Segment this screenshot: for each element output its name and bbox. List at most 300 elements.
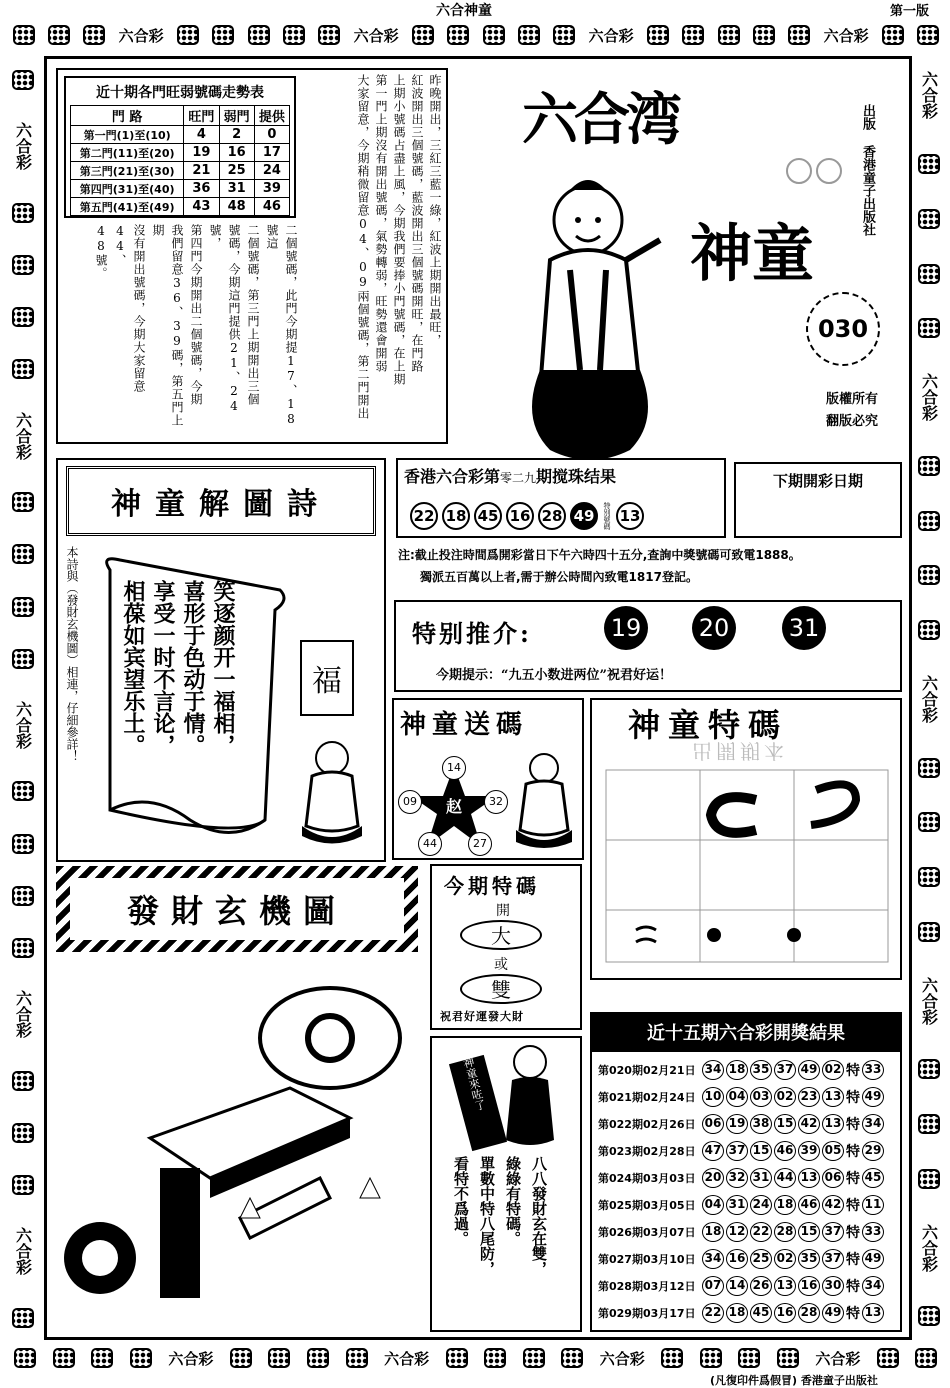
trend-table-box	[64, 76, 296, 218]
dice-icon	[12, 938, 34, 958]
this-special-double	[460, 974, 542, 1004]
dice-icon	[12, 781, 34, 801]
dice-icon	[12, 203, 34, 223]
poem-lines	[118, 580, 238, 800]
analysis-line: 我們留意36、39碼，第五門上期	[151, 224, 184, 427]
history-period: 第027期03月10日	[598, 1252, 696, 1266]
dice-icon	[483, 25, 505, 45]
poem-title-box	[66, 466, 376, 536]
table-cell: 第二門(11)至(20)	[71, 144, 184, 162]
table-cell: 39	[254, 180, 289, 198]
history-special: 34	[862, 1114, 884, 1134]
fortune-banner-inner	[70, 878, 404, 940]
dice-icon	[918, 154, 940, 174]
dice-icon	[918, 1059, 940, 1079]
history-number: 24	[750, 1195, 772, 1215]
border-label: 六合彩	[599, 1349, 645, 1368]
history-row	[598, 1110, 898, 1137]
dice-icon	[83, 25, 105, 45]
table-cell: 21	[184, 162, 219, 180]
history-number: 18	[726, 1303, 748, 1323]
fortune-illustration	[60, 968, 420, 1332]
history-period: 第020期02月21日	[598, 1063, 696, 1077]
table-cell: 2	[219, 126, 254, 144]
dice-icon	[346, 1348, 368, 1368]
border-label: 六合彩	[823, 26, 869, 45]
issue-badge	[806, 292, 880, 366]
border-label: 六合彩	[13, 1227, 33, 1276]
table-header: 提供	[254, 106, 289, 126]
history-special: 13	[862, 1303, 884, 1323]
this-special-or: 或	[494, 957, 508, 973]
title-char-shen: 神童	[690, 217, 815, 290]
results-title	[404, 464, 616, 487]
table-cell: 25	[219, 162, 254, 180]
table-cell: 第一門(1)至(10)	[71, 126, 184, 144]
history-number: 37	[726, 1141, 748, 1161]
history-number: 22	[750, 1222, 772, 1242]
dice-icon	[12, 544, 34, 564]
dice-icon	[14, 1348, 36, 1368]
history-title-bar	[590, 1012, 902, 1052]
special-ball: 13	[616, 502, 644, 530]
this-special-title: 今期特碼	[444, 874, 540, 898]
poem-line: 笑逐颜开一福相，	[210, 580, 236, 756]
this-special-big-text: 大	[491, 924, 511, 948]
history-special-word: 特	[846, 1170, 860, 1187]
history-period: 第025期03月05日	[598, 1198, 696, 1212]
history-number: 15	[750, 1141, 772, 1161]
boy-small-illustration	[288, 736, 376, 846]
history-number: 49	[798, 1060, 820, 1080]
dice-icon	[918, 1306, 940, 1326]
history-special-word: 特	[846, 1062, 860, 1079]
boy-poem-line: 看特不爲過。	[452, 1156, 470, 1246]
history-row	[598, 1137, 898, 1164]
dice-icon	[518, 25, 540, 45]
history-special-word: 特	[846, 1305, 860, 1322]
dice-icon	[318, 25, 340, 45]
dice-icon	[918, 922, 940, 942]
history-special-word: 特	[846, 1278, 860, 1295]
history-special-word: 特	[846, 1116, 860, 1133]
history-period: 第023期02月28日	[598, 1144, 696, 1158]
results-note-2: 獨派五百萬以上者,需于辦公時間內致電1817登記。	[420, 570, 698, 584]
gift-star-center: 赵	[446, 797, 463, 816]
dice-icon	[918, 264, 940, 284]
recommend-label: 特别推介:	[412, 619, 532, 648]
boy-poem-line: 單數中特八尾防，	[478, 1156, 496, 1276]
history-number: 14	[726, 1276, 748, 1296]
history-number: 35	[798, 1249, 820, 1269]
dice-icon	[738, 1348, 760, 1368]
history-row	[598, 1164, 898, 1191]
history-period: 第029期03月17日	[598, 1306, 696, 1320]
dice-icon	[718, 25, 740, 45]
history-row	[598, 1191, 898, 1218]
fu-sign	[300, 640, 354, 716]
table-row	[71, 198, 290, 216]
dice-icon	[788, 25, 810, 45]
history-number: 13	[774, 1276, 796, 1296]
dice-icon	[12, 359, 34, 379]
history-special: 29	[862, 1141, 884, 1161]
dice-icon	[12, 1123, 34, 1143]
special-label: 特別號碼	[603, 502, 611, 530]
history-special: 34	[862, 1276, 884, 1296]
boy-banner-text: 神童來咗了	[460, 1055, 488, 1113]
analysis-text-bottom	[94, 224, 300, 434]
history-number: 47	[702, 1141, 724, 1161]
dice-icon	[647, 25, 669, 45]
border-label: 六合彩	[168, 1349, 214, 1368]
recommend-tip: 今期提示：“九五小数进两位”祝君好运！	[436, 668, 672, 683]
history-row	[598, 1272, 898, 1299]
dice-icon	[268, 1348, 290, 1368]
history-number: 42	[798, 1114, 820, 1134]
right-border	[914, 54, 944, 1344]
dice-icon	[230, 1348, 252, 1368]
history-number: 42	[822, 1195, 844, 1215]
history-period: 第028期03月12日	[598, 1279, 696, 1293]
history-number: 32	[726, 1168, 748, 1188]
dice-icon	[877, 1348, 899, 1368]
dice-icon	[918, 1169, 940, 1189]
analysis-line: 上期小號碼占盡上風，今期我們要捧小門號碼，在上期	[392, 74, 406, 386]
history-special: 11	[862, 1195, 884, 1215]
result-ball: 18	[442, 502, 470, 530]
table-header: 弱門	[219, 106, 254, 126]
history-special: 49	[862, 1249, 884, 1269]
history-special-word: 特	[846, 1251, 860, 1268]
dice-icon	[307, 1348, 329, 1368]
dice-icon	[882, 25, 904, 45]
recommend-number: 19	[604, 606, 648, 650]
footer-note: (凡復印件爲假冒) 香港童子出版社	[710, 1374, 878, 1387]
dice-icon	[700, 1348, 722, 1368]
results-prefix: 香港六合彩第	[404, 467, 501, 486]
dice-icon	[917, 25, 939, 45]
border-label: 六合彩	[919, 373, 939, 422]
dice-icon	[12, 597, 34, 617]
results-suffix: 期搅珠结果	[536, 467, 617, 486]
gift-boy-illustration	[508, 750, 580, 850]
dice-icon	[447, 25, 469, 45]
table-cell: 第三門(21)至(30)	[71, 162, 184, 180]
history-number: 37	[822, 1222, 844, 1242]
history-row	[598, 1218, 898, 1245]
dice-icon	[12, 886, 34, 906]
result-ball: 49	[570, 502, 598, 530]
trend-table-title: 近十期各門旺弱號碼走勢表	[96, 85, 264, 101]
dice-icon	[12, 307, 34, 327]
table-cell: 31	[219, 180, 254, 198]
history-special-word: 特	[846, 1143, 860, 1160]
dice-icon	[212, 25, 234, 45]
dice-icon	[53, 1348, 75, 1368]
history-number: 06	[702, 1114, 724, 1134]
table-header-row	[71, 106, 290, 126]
dice-icon	[446, 1348, 468, 1368]
history-number: 37	[774, 1060, 796, 1080]
table-cell: 17	[254, 144, 289, 162]
analysis-line: 第一門上期沒有開出號碼，氣勢轉弱，旺勢還會開弱	[374, 74, 388, 373]
recommend-number: 20	[692, 606, 736, 650]
logo-title: 六合湾	[522, 87, 678, 153]
border-label: 六合彩	[13, 411, 33, 460]
history-period: 第021期02月24日	[598, 1090, 696, 1104]
history-number: 02	[774, 1087, 796, 1107]
left-border	[8, 54, 38, 1344]
results-balls	[410, 502, 722, 530]
dice-icon	[12, 1175, 34, 1195]
analysis-line: 48號。	[94, 224, 108, 280]
history-special-word: 特	[846, 1224, 860, 1241]
history-number: 46	[798, 1195, 820, 1215]
next-draw-label: 下期開彩日期	[772, 472, 863, 490]
analysis-line: 沒有開出號碼，今期大家留意44、	[113, 224, 146, 393]
table-cell: 36	[184, 180, 219, 198]
border-label: 六合彩	[919, 71, 939, 120]
history-number: 18	[726, 1060, 748, 1080]
dice-icon	[915, 1348, 937, 1368]
history-number: 39	[798, 1141, 820, 1161]
border-label: 六合彩	[13, 122, 33, 171]
header-title: 六合神童	[436, 3, 492, 19]
history-number: 45	[750, 1303, 772, 1323]
this-special-open: 開	[496, 903, 510, 919]
history-number: 34	[702, 1060, 724, 1080]
gift-number: 09	[398, 790, 422, 814]
history-number: 15	[774, 1114, 796, 1134]
history-number: 03	[750, 1087, 772, 1107]
dice-icon	[918, 812, 940, 832]
table-cell: 43	[184, 198, 219, 216]
history-number: 46	[774, 1141, 796, 1161]
table-cell: 19	[184, 144, 219, 162]
edition-label: 第一版	[890, 4, 930, 19]
border-label: 六合彩	[919, 674, 939, 723]
dice-icon	[12, 1071, 34, 1091]
history-period: 第022期02月26日	[598, 1117, 696, 1131]
poem-line: 喜形于色动于情。	[180, 580, 206, 756]
boy-illustration	[510, 170, 670, 470]
dice-icon	[283, 25, 305, 45]
history-special: 49	[862, 1087, 884, 1107]
this-special-big	[460, 920, 542, 950]
border-label: 六合彩	[353, 26, 399, 45]
rights-1: 版權所有	[826, 392, 879, 407]
table-cell: 46	[254, 198, 289, 216]
analysis-line: 紅波開出三個號碼，藍波開出三個號碼開旺，在門路	[410, 74, 424, 373]
poem-title: 神童解圖詩	[111, 487, 331, 522]
analysis-line: 大家留意，今期稍微留意04、09兩個號碼，第二門開出	[356, 74, 370, 420]
history-number: 16	[774, 1303, 796, 1323]
analysis-line: 昨晚開出，三紅三藍一綠，紅波上期開出最旺，	[428, 74, 442, 347]
history-number: 30	[822, 1276, 844, 1296]
table-row	[71, 162, 290, 180]
analysis-line: 二個號碼，此門今期提17、18號這	[265, 224, 298, 427]
table-cell: 48	[219, 198, 254, 216]
history-number: 07	[702, 1276, 724, 1296]
dice-icon	[918, 456, 940, 476]
table-cell: 4	[184, 126, 219, 144]
dice-icon	[412, 25, 434, 45]
border-label: 六合彩	[919, 1223, 939, 1272]
dice-icon	[918, 318, 940, 338]
dice-icon	[12, 1308, 34, 1328]
table-cell: 24	[254, 162, 289, 180]
history-number: 06	[822, 1168, 844, 1188]
history-number: 26	[750, 1276, 772, 1296]
history-number: 15	[798, 1222, 820, 1242]
issue-number: 030	[817, 315, 869, 343]
history-number: 44	[774, 1168, 796, 1188]
results-period: 零二九	[500, 471, 537, 485]
history-number: 37	[822, 1249, 844, 1269]
result-ball: 45	[474, 502, 502, 530]
history-row	[598, 1299, 898, 1326]
border-label: 六合彩	[13, 701, 33, 750]
recommend-number: 31	[782, 606, 826, 650]
dice-icon	[661, 1348, 683, 1368]
border-label: 六合彩	[919, 976, 939, 1025]
rights-2: 翻版必究	[826, 414, 879, 429]
history-number: 28	[774, 1222, 796, 1242]
gift-number: 32	[484, 790, 508, 814]
history-special: 33	[862, 1222, 884, 1242]
dice-icon	[918, 209, 940, 229]
border-label: 六合彩	[588, 26, 634, 45]
dice-icon	[48, 25, 70, 45]
boy-poem-line: 綠綠有特碼。	[504, 1156, 522, 1246]
gift-number: 14	[442, 756, 466, 780]
history-number: 04	[702, 1195, 724, 1215]
dice-icon	[561, 1348, 583, 1368]
next-draw-box	[734, 462, 902, 538]
table-row	[71, 180, 290, 198]
history-number: 35	[750, 1060, 772, 1080]
history-special: 45	[862, 1168, 884, 1188]
dice-icon	[484, 1348, 506, 1368]
gift-title: 神童送碼	[400, 710, 529, 740]
analysis-line: 號碼，今期這門提供21、24號，	[208, 224, 241, 414]
dice-icon	[12, 70, 34, 90]
special-code-mirrored: 出開期本	[692, 739, 788, 763]
special-code-title: 神童特碼	[628, 706, 789, 744]
history-number: 13	[822, 1114, 844, 1134]
poem-side-note: 本詩與（發財玄機圖）相連，仔細參詳！	[65, 546, 79, 762]
history-special-word: 特	[846, 1197, 860, 1214]
dice-icon	[918, 867, 940, 887]
poem-line: 相葆如宾望乐土。	[120, 580, 146, 756]
border-label: 六合彩	[384, 1349, 430, 1368]
trend-table	[70, 105, 290, 216]
history-number: 02	[774, 1249, 796, 1269]
history-row	[598, 1245, 898, 1272]
table-header: 門 路	[71, 106, 184, 126]
history-rows	[598, 1056, 898, 1326]
table-row	[71, 126, 290, 144]
this-special-double-text: 雙	[491, 978, 511, 1002]
analysis-line: 二個號碼，第三門上期開出三個	[246, 224, 260, 406]
history-number: 10	[702, 1087, 724, 1107]
top-border	[6, 18, 946, 52]
dice-icon	[91, 1348, 113, 1368]
dice-icon	[130, 1348, 152, 1368]
history-number: 16	[726, 1249, 748, 1269]
history-number: 02	[822, 1060, 844, 1080]
dice-icon	[12, 492, 34, 512]
this-special-wish: 祝君好運發大財	[440, 1010, 524, 1023]
dice-icon	[12, 649, 34, 669]
result-ball: 16	[506, 502, 534, 530]
dice-icon	[12, 834, 34, 854]
result-ball: 28	[538, 502, 566, 530]
history-number: 22	[702, 1303, 724, 1323]
history-number: 18	[702, 1222, 724, 1242]
results-note-1: 注:截止投注時間爲開彩當日下午六時四十五分,查詢中獎號碼可致電1888。	[398, 548, 801, 562]
history-number: 23	[798, 1087, 820, 1107]
dice-icon	[918, 565, 940, 585]
history-number: 34	[702, 1249, 724, 1269]
border-label: 六合彩	[815, 1349, 861, 1368]
history-row	[598, 1056, 898, 1083]
analysis-line: 第四門今期開出二個號碼，今期	[189, 224, 203, 406]
boy-poem-lines	[448, 1156, 552, 1326]
table-cell: 第五門(41)至(49)	[71, 198, 184, 216]
dice-icon	[682, 25, 704, 45]
dice-icon	[777, 1348, 799, 1368]
history-number: 16	[798, 1276, 820, 1296]
history-period: 第024期03月03日	[598, 1171, 696, 1185]
dice-icon	[918, 1114, 940, 1134]
boy-poem-line: 八八發財玄在雙，	[530, 1156, 548, 1276]
border-label: 六合彩	[13, 990, 33, 1039]
history-number: 05	[822, 1141, 844, 1161]
history-number: 31	[750, 1168, 772, 1188]
history-number: 12	[726, 1222, 748, 1242]
history-number: 31	[726, 1195, 748, 1215]
dice-icon	[12, 255, 34, 275]
history-number: 49	[822, 1303, 844, 1323]
decor-circles	[784, 156, 854, 186]
result-ball: 22	[410, 502, 438, 530]
table-row	[71, 144, 290, 162]
analysis-text-top	[302, 74, 444, 438]
history-special-word: 特	[846, 1089, 860, 1106]
dice-icon	[918, 511, 940, 531]
history-number: 13	[798, 1168, 820, 1188]
dice-icon	[918, 758, 940, 778]
dice-icon	[13, 25, 35, 45]
history-number: 19	[726, 1114, 748, 1134]
special-code-grid	[606, 770, 888, 962]
dice-icon	[248, 25, 270, 45]
bottom-border	[6, 1344, 946, 1372]
history-number: 28	[798, 1303, 820, 1323]
dice-icon	[553, 25, 575, 45]
history-row	[598, 1083, 898, 1110]
dice-icon	[753, 25, 775, 45]
table-cell: 16	[219, 144, 254, 162]
history-period: 第026期03月07日	[598, 1225, 696, 1239]
gift-number: 44	[418, 832, 442, 856]
history-number: 04	[726, 1087, 748, 1107]
table-cell: 第四門(31)至(40)	[71, 180, 184, 198]
dice-icon	[523, 1348, 545, 1368]
fortune-title: 發財玄機圖	[126, 892, 347, 930]
